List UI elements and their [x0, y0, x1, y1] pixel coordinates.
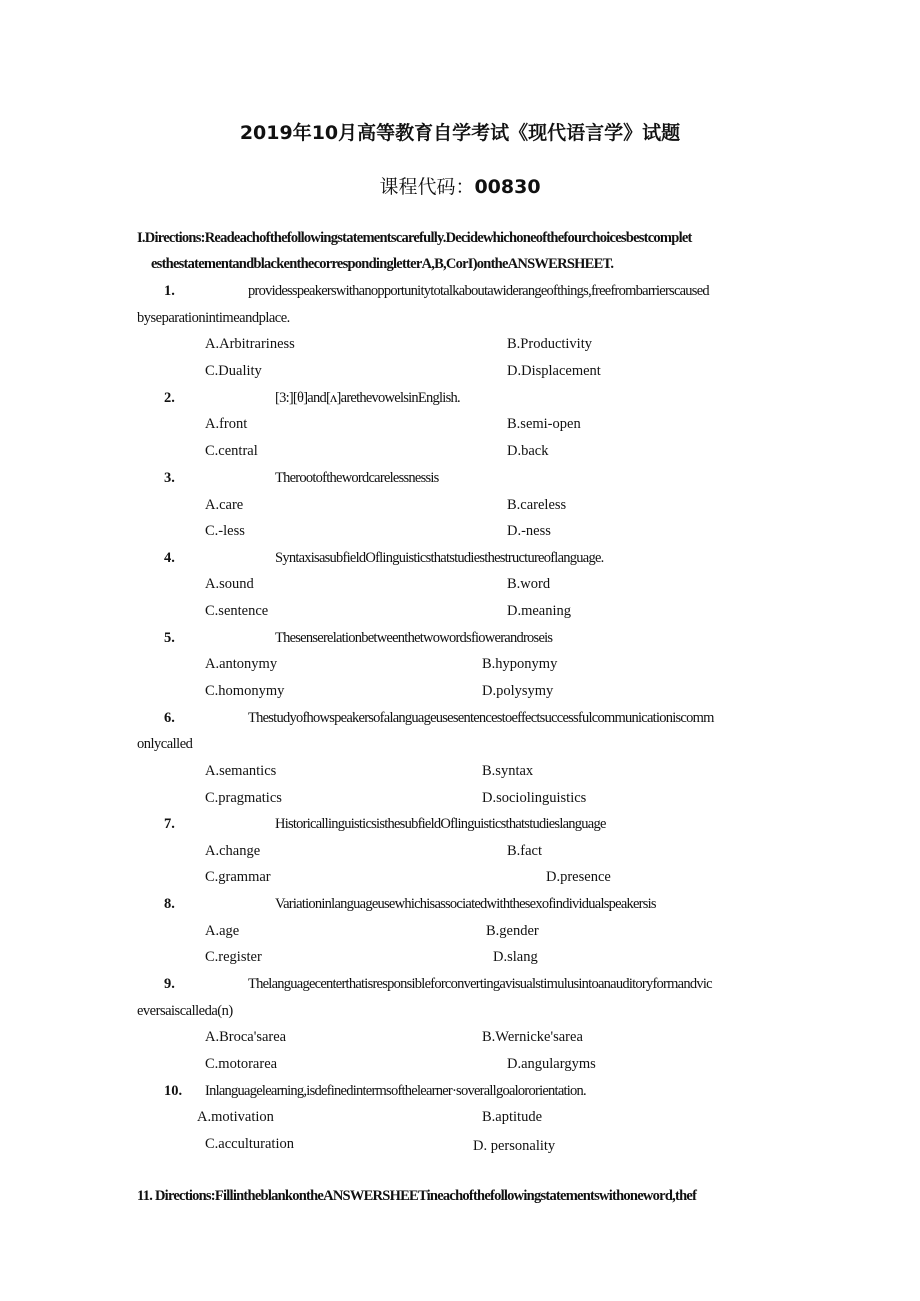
- question-number: 1.: [164, 283, 175, 299]
- option-c: C.acculturation: [205, 1136, 294, 1152]
- option-b: B.Wernicke'sarea: [482, 1029, 583, 1045]
- option-a: A.sound: [205, 576, 254, 592]
- option-d: D.-ness: [507, 523, 551, 539]
- option-d: D.polysymy: [482, 683, 554, 699]
- part2-directions: [137, 1183, 817, 1209]
- option-d: D.back: [507, 443, 549, 459]
- option-b: B.syntax: [482, 763, 534, 779]
- option-d: D.Displacement: [507, 363, 601, 379]
- option-b: B.semi-open: [507, 416, 581, 432]
- question-stem: Therootofthewordcarelessnessis: [275, 470, 439, 486]
- option-a: A.age: [205, 923, 240, 939]
- option-d: D.angulargyms: [507, 1056, 596, 1072]
- option-d: D.meaning: [507, 603, 572, 619]
- course-code-label: 课程代码：: [379, 176, 475, 198]
- option-a: A.Broca'sarea: [205, 1029, 287, 1045]
- question-stem: Thestudyofhowspeakersofalanguageusesentencestoeffectsuccessfulcommunicationiscomm: [248, 710, 714, 726]
- course-code-value: 00830: [474, 176, 541, 198]
- question-stem: HistoricallinguisticsisthesubfieldOflinguisticsthatstudieslanguage: [275, 816, 606, 832]
- question-stem-continued: onlycalled: [137, 736, 193, 752]
- option-c: C.pragmatics: [205, 790, 282, 806]
- question-number: 10.: [164, 1083, 183, 1099]
- option-d: D.presence: [546, 869, 611, 885]
- option-c: C.grammar: [205, 869, 271, 885]
- option-d: D.slang: [493, 949, 538, 965]
- question-number: 2.: [164, 390, 175, 406]
- option-c: C.register: [205, 949, 262, 965]
- option-a: A.care: [205, 497, 244, 513]
- part1-directions-line2: esthestatementandblackenthecorrespondingletterA,B,CorI)ontheANSWERSHEET.: [151, 256, 614, 272]
- option-c: C.central: [205, 443, 258, 459]
- option-b: B.aptitude: [482, 1109, 543, 1125]
- part1-directions-line1: I.Directions:Readeachofthefollowingstatementscarefully.Decidewhichoneofthefourchoicesbestcomplet: [137, 230, 692, 246]
- question-number: 9.: [164, 976, 175, 992]
- option-b: B.hyponymy: [482, 656, 558, 672]
- question-number: 6.: [164, 710, 175, 726]
- question-stem-continued: byseparationintimeandplace.: [137, 310, 290, 326]
- option-a: A.motivation: [197, 1109, 274, 1125]
- option-b: B.word: [507, 576, 551, 592]
- part1-directions: [137, 225, 817, 277]
- option-a: A.Arbitrariness: [205, 336, 295, 352]
- exam-title: 2019年10月高等教育自学考试《现代语言学》试题: [239, 122, 681, 144]
- option-b: B.careless: [507, 497, 567, 513]
- question-stem: Thesenserelationbetweenthetwowordsfiowerandroseis: [275, 630, 553, 646]
- question-number: 5.: [164, 630, 175, 646]
- course-code-line: [0, 172, 920, 199]
- option-b: B.gender: [486, 923, 539, 939]
- option-b: B.Productivity: [507, 336, 592, 352]
- option-c: C.Duality: [205, 363, 262, 379]
- option-a: A.antonymy: [205, 656, 278, 672]
- question-stem: Thelanguagecenterthatisresponsibleforconvertingavisualstimulusintoanauditoryformandvic: [248, 976, 712, 992]
- option-a: A.semantics: [205, 763, 277, 779]
- option-c: C.homonymy: [205, 683, 285, 699]
- question-number: 8.: [164, 896, 175, 912]
- question-number: 4.: [164, 550, 175, 566]
- option-b: B.fact: [507, 843, 543, 859]
- question-number: 3.: [164, 470, 175, 486]
- option-c: C.-less: [205, 523, 245, 539]
- option-c: C.motorarea: [205, 1056, 278, 1072]
- question-stem: Inlanguagelearning,isdefinedintermsofthelearner·soverallgoalororientation.: [205, 1083, 586, 1099]
- question-number: 7.: [164, 816, 175, 832]
- question-stem: SyntaxisasubfieldOflinguisticsthatstudiesthestructureoflanguage.: [275, 550, 604, 566]
- question-stem: providesspeakerswithanopportunitytotalkaboutawiderangeofthings,freefrombarrierscaused: [248, 283, 709, 299]
- question-stem: [3:][θ]and[ʌ]arethevowelsinEnglish.: [275, 390, 460, 406]
- option-d: D. personality: [473, 1138, 556, 1154]
- part2-directions-line1: 11. Directions:FillintheblankontheANSWERSHEETineachofthefollowingstatementswithoneword,thef: [137, 1188, 697, 1204]
- option-a: A.front: [205, 416, 248, 432]
- option-a: A.change: [205, 843, 261, 859]
- option-d: D.sociolinguistics: [482, 790, 587, 806]
- option-c: C.sentence: [205, 603, 269, 619]
- question-stem-continued: eversaiscalleda(n): [137, 1003, 233, 1019]
- question-stem: Variationinlanguageusewhichisassociatedwiththesexofindividualspeakersis: [275, 896, 656, 912]
